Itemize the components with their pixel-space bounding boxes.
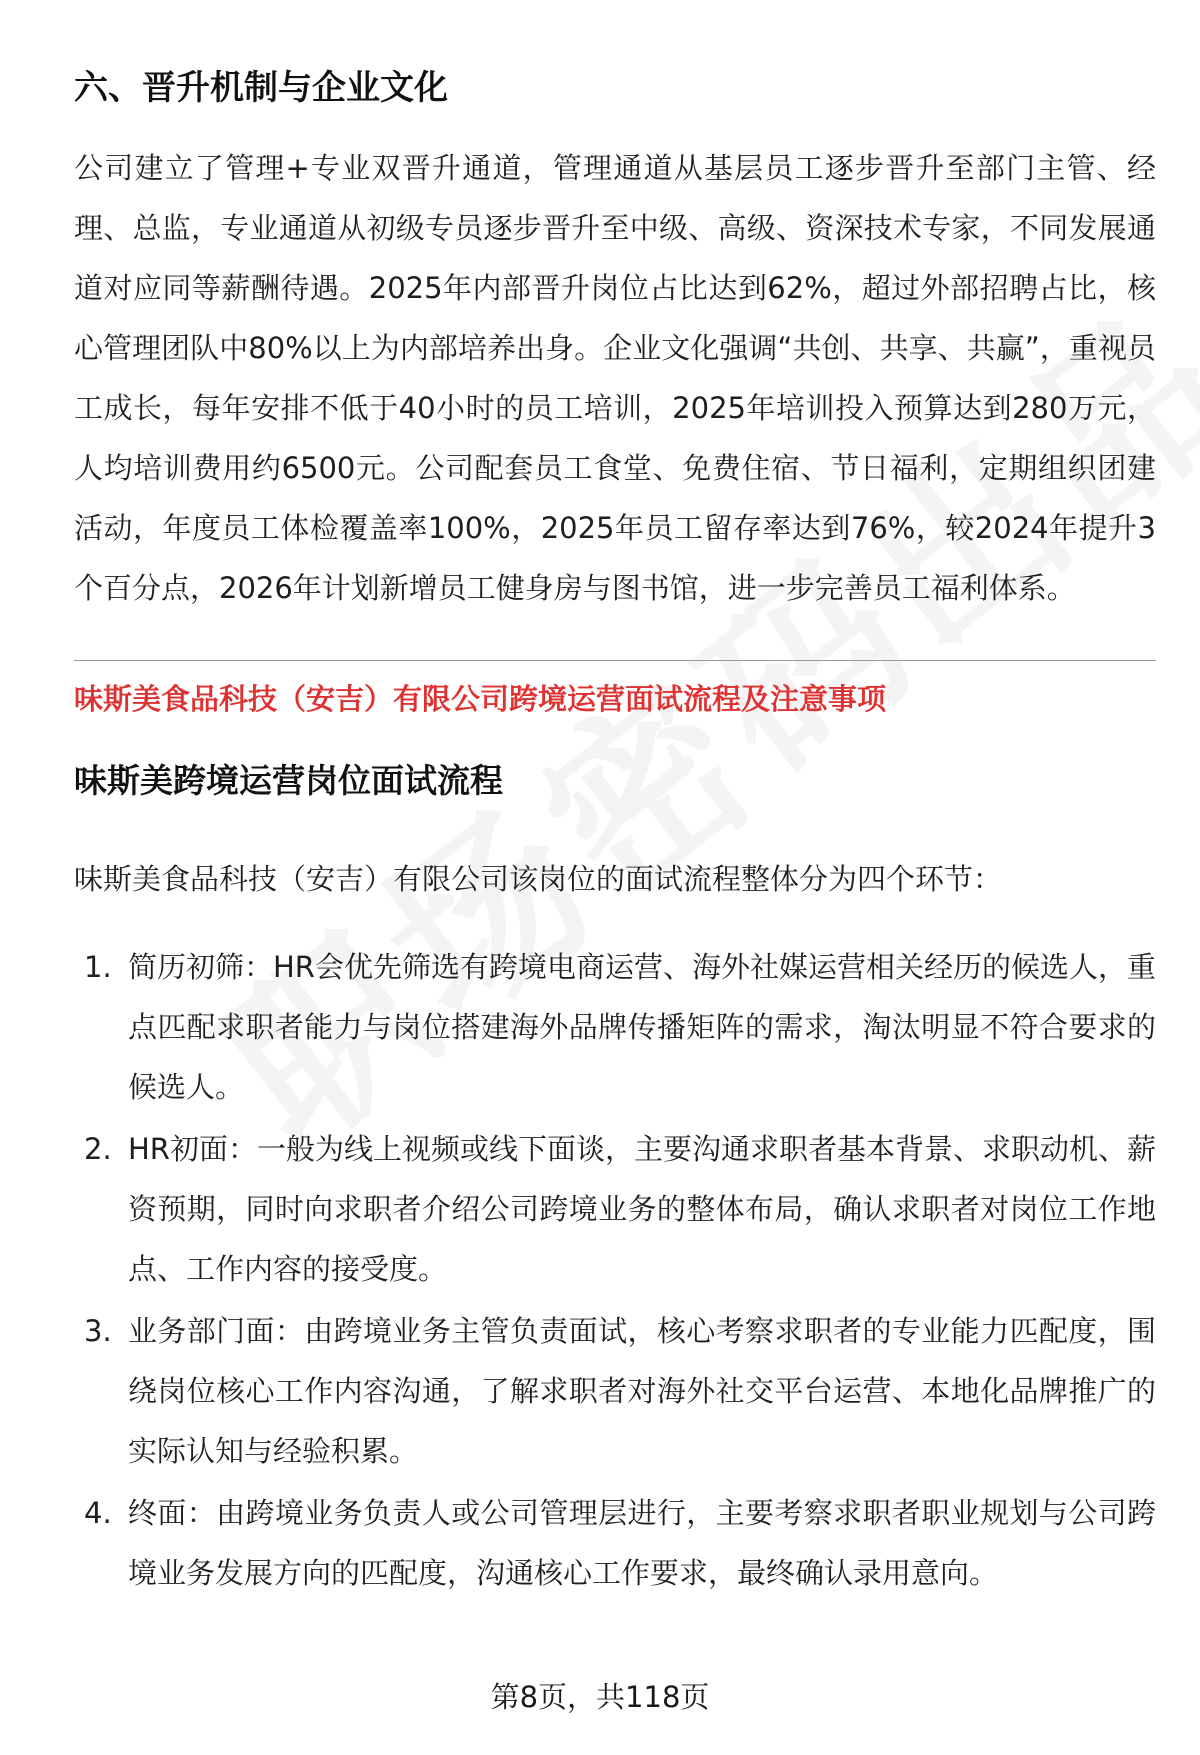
- list-item: [74, 1119, 1156, 1299]
- list-item-text: HR初面：一般为线上视频或线下面谈，主要沟通求职者基本背景、求职动机、薪资预期，同时向求职者介绍公司跨境业务的整体布局，确认求职者对岗位工作地点、工作内容的接受度。: [128, 1132, 1156, 1286]
- section-paragraph: 公司建立了管理+专业双晋升通道，管理通道从基层员工逐步晋升至部门主管、经理、总监，专业通道从初级专员逐步晋升至中级、高级、资深技术专家，不同发展通道对应同等薪酬待遇。2025年内部晋升岗位占比达到62%，超过外部招聘占比，核心管理团队中80%以上为内部培养出身。企业文化强调“共创、共享、共赢”，重视员工成长，每年安排不低于40小时的员工培训，2025年培训投入预算达到280万元，人均培训费用约6500元。公司配套员工食堂、免费住宿、节日福利，定期组织团建活动，年度员工体检覆盖率100%，2025年员工留存率达到76%，较2024年提升3个百分点，2026年计划新增员工健身房与图书馆，进一步完善员工福利体系。: [74, 151, 1156, 605]
- list-item-text: 终面：由跨境业务负责人或公司管理层进行，主要考察求职者职业规划与公司跨境业务发展方向的匹配度，沟通核心工作要求，最终确认录用意向。: [128, 1496, 1156, 1590]
- divider: [74, 660, 1156, 661]
- page-content: [74, 58, 1156, 1605]
- interview-intro: 味斯美食品科技（安吉）有限公司该岗位的面试流程整体分为四个环节：: [74, 862, 1003, 896]
- interview-title: 味斯美跨境运营岗位面试流程: [74, 761, 503, 800]
- list-item-number: 3.: [84, 1314, 112, 1348]
- company-heading: 味斯美食品科技（安吉）有限公司跨境运营面试流程及注意事项: [74, 682, 887, 716]
- list-item-number: 4.: [84, 1496, 112, 1530]
- list-item-number: 1.: [84, 950, 112, 984]
- list-item-number: 2.: [84, 1132, 112, 1166]
- list-item: [74, 1301, 1156, 1481]
- interview-steps-list: [74, 937, 1156, 1603]
- list-item-text: 简历初筛：HR会优先筛选有跨境电商运营、海外社媒运营相关经历的候选人，重点匹配求职者能力与岗位搭建海外品牌传播矩阵的需求，淘汰明显不符合要求的候选人。: [128, 950, 1156, 1104]
- page-number: 第8页，共118页: [490, 1680, 710, 1714]
- list-item-text: 业务部门面：由跨境业务主管负责面试，核心考察求职者的专业能力匹配度，围绕岗位核心工作内容沟通，了解求职者对海外社交平台运营、本地化品牌推广的实际认知与经验积累。: [128, 1314, 1156, 1468]
- list-item: [74, 1483, 1156, 1603]
- list-item: [74, 937, 1156, 1117]
- section-title: 六、晋升机制与企业文化: [74, 68, 448, 108]
